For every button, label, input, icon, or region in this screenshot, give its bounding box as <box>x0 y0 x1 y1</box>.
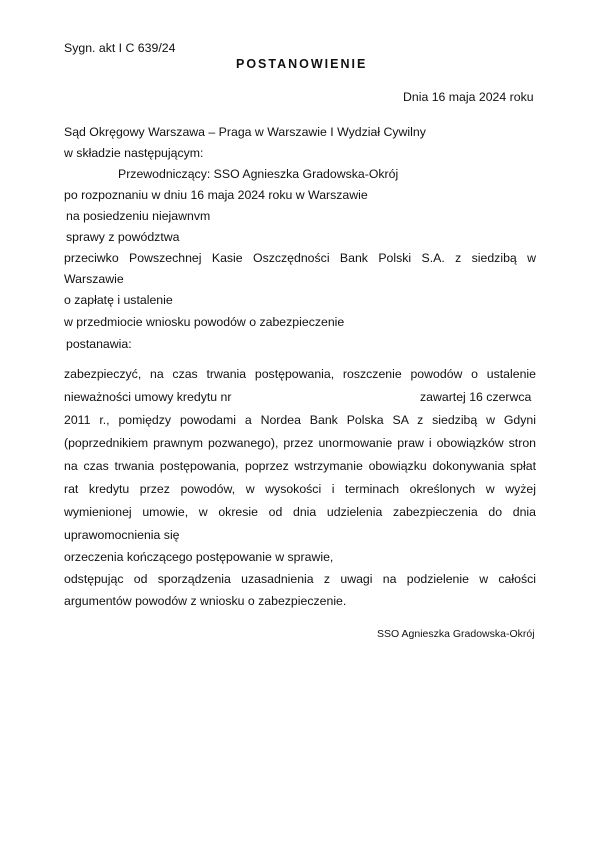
defendant-line-1: przeciwko Powszechnej Kasie Oszczędności Bank Polski S.A. z siedzibą w <box>64 251 536 265</box>
court-name: Sąd Okręgowy Warszawa – Praga w Warszawie I Wydział Cywilny <box>64 125 426 139</box>
body-line-contract-left: nieważności umowy kredytu nr <box>64 390 232 404</box>
case-number: Sygn. akt I C 639/24 <box>64 41 176 55</box>
body-line: na czas trwania postępowania, poprzez wstrzymanie obowiązku dokonywania spłat <box>64 459 536 473</box>
composition-label: w składzie następującym: <box>64 146 204 160</box>
document-title: POSTANOWIENIE <box>236 57 368 71</box>
body-line: rat kredytu przez powodów, w wysokości i terminach określonych w wyżej <box>64 482 536 496</box>
body-line: uprawomocnienia się <box>64 528 180 542</box>
motion-subject: w przedmiocie wniosku powodów o zabezpieczenie <box>64 315 345 329</box>
session-type: na posiedzeniu niejawnvm <box>66 209 211 223</box>
document-date: Dnia 16 maja 2024 roku <box>403 90 534 104</box>
defendant-line-2: Warszawie <box>64 272 124 286</box>
body-line: (poprzednikiem prawnym pozwanego), przez unormowanie praw i obowiązków stron <box>64 436 536 450</box>
body-line: zabezpieczyć, na czas trwania postępowania, roszczenie powodów o ustalenie <box>64 367 536 381</box>
examination-date: po rozpoznaniu w dniu 16 maja 2024 roku w Warszawie <box>64 188 368 202</box>
body-line: 2011 r., pomiędzy powodami a Nordea Bank Polska SA z siedzibą w Gdyni <box>64 413 536 427</box>
judge-signature: SSO Agnieszka Gradowska-Okrój <box>377 628 535 640</box>
body-line: wymienionej umowie, w okresie od dnia udzielenia zabezpieczenia do dnia <box>64 505 536 519</box>
decides-label: postanawia: <box>66 337 132 351</box>
body-line: odstępując od sporządzenia uzasadnienia z uwagi na podzielenie w całości <box>64 572 536 586</box>
body-line: argumentów powodów z wniosku o zabezpieczenie. <box>64 594 347 608</box>
presiding-judge: Przewodniczący: SSO Agnieszka Gradowska-Okrój <box>118 167 399 181</box>
body-line: orzeczenia kończącego postępowanie w sprawie, <box>64 550 334 564</box>
case-subject: o zapłatę i ustalenie <box>64 293 173 307</box>
case-parties-label: sprawy z powództwa <box>66 230 180 244</box>
body-line-contract-right: zawartej 16 czerwca <box>420 390 532 404</box>
